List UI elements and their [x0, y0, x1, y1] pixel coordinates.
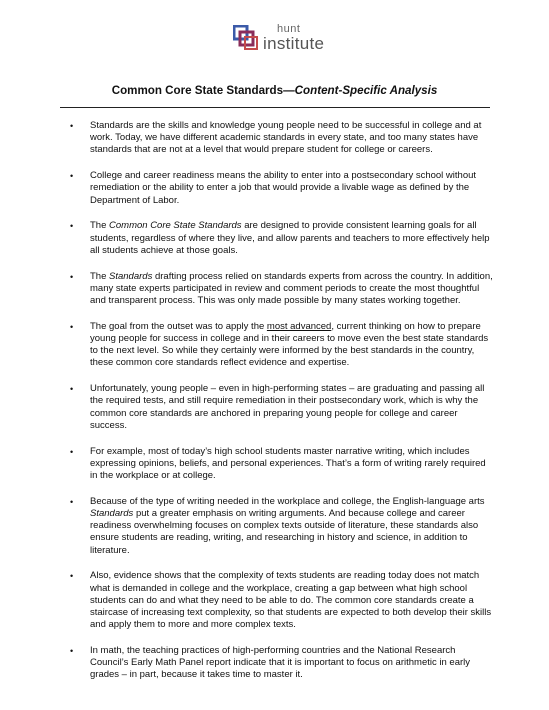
- text-run: Standards are the skills and knowledge young people need to be successful in college and at work. Today, we have different academic standards in every state, and too many states have standards that are not at a level that would prepare student for college or careers.: [90, 120, 482, 156]
- list-item-text: [90, 446, 494, 483]
- text-run: The: [90, 270, 110, 282]
- logo-word-hunt: hunt: [277, 23, 301, 35]
- italic-phrase: Standards: [90, 508, 134, 520]
- list-item: [70, 496, 494, 557]
- bullet-icon: •: [70, 221, 74, 232]
- list-item-text: [90, 220, 494, 257]
- bullet-icon: •: [70, 321, 74, 332]
- bullet-icon: •: [70, 384, 74, 395]
- hunt-institute-logo: [233, 24, 324, 52]
- list-item: [70, 321, 494, 370]
- bullet-icon: •: [70, 171, 74, 182]
- text-run: , current thinking on how to prepare young people for success in college and in their careers to move even the best state standards to the next level. So while they certainly were informed by the best standards in the country, these common core standards reflect evidence and expertise.: [90, 320, 489, 369]
- text-run: are designed to provide consistent learning goals for all students, regardless of where they live, and allow parents and teachers to more effectively help all students achieve at those goals.: [90, 220, 490, 256]
- bullet-icon: •: [70, 271, 74, 282]
- list-item-text: [90, 645, 494, 682]
- text-run: College and career readiness means the ability to enter into a postsecondary school without remediation or the ability to enter a job that would provide a livable wage as defined by the Department of Labor.: [90, 170, 477, 206]
- text-run: The: [90, 220, 110, 232]
- list-item-text: [90, 170, 494, 207]
- text-run: Unfortunately, young people – even in high-performing states – are graduating and passing all the required tests, and still require remediation in their postsecondary work, which is why the common core standards are anchored in preparing young people for college and career success.: [90, 383, 485, 431]
- title-subtitle: Content-Specific Analysis: [294, 84, 438, 97]
- list-item: [70, 271, 494, 308]
- list-item: [70, 645, 494, 682]
- list-item: [70, 170, 494, 207]
- bullet-icon: •: [70, 496, 74, 507]
- list-item-text: [90, 321, 494, 370]
- underlined-phrase: most advanced: [266, 320, 332, 332]
- text-run: In math, the teaching practices of high-performing countries and the National Research Council’s Early Math Panel report indicate that it is important to focus on arithmetic in early grades – in part, because it takes time to master it.: [90, 645, 470, 681]
- list-item: [70, 446, 494, 483]
- italic-phrase: Common Core State Standards: [109, 220, 242, 232]
- title-divider: [60, 107, 490, 108]
- list-item: [70, 570, 494, 631]
- list-item-text: [90, 383, 494, 432]
- logo-mark-icon: [233, 25, 259, 51]
- text-run: Also, evidence shows that the complexity of texts students are reading today does not match what is demanded in college and the workplace, creating a gap between what high school students can do and what they need to be able to do. The common core standards create a staircase of increasing text complexity, so that students are expected to both develop their skills and apply them to more and more complex texts.: [90, 570, 492, 631]
- bullet-icon: •: [70, 646, 74, 657]
- bullet-icon: •: [70, 121, 74, 131]
- bullet-icon: •: [70, 446, 74, 457]
- logo-word-institute: institute: [263, 34, 325, 53]
- list-item: [70, 383, 494, 432]
- list-item-text: [90, 570, 494, 631]
- text-run: For example, most of today’s high school students master narrative writing, which includes expressing opinions, beliefs, and personal experiences. That’s a form of writing rarely required in the workplace or at college.: [90, 445, 486, 482]
- title-main: Common Core State Standards—: [111, 84, 295, 97]
- text-run: drafting process relied on standards experts from across the country. In addition, many state experts participated in review and comment periods to create the most thoughtful and transparent process. This was only made possible by many states working together.: [90, 270, 493, 307]
- list-item-text: [90, 120, 494, 157]
- list-item-text: [90, 496, 494, 557]
- page-title: [0, 84, 549, 97]
- list-item: [70, 220, 494, 257]
- text-run: Because of the type of writing needed in the workplace and college, the English-language arts: [90, 495, 485, 507]
- bullet-icon: •: [70, 571, 74, 582]
- bullet-list: [70, 120, 494, 695]
- list-item: [70, 120, 494, 157]
- italic-phrase: Standards: [109, 270, 153, 282]
- text-run: put a greater emphasis on writing arguments. And because college and career readiness overwhelming focuses on complex texts outside of literature, these standards also ensure students are reading, writing, and researching in history and science, in addition to literature.: [90, 508, 479, 556]
- list-item-text: [90, 271, 494, 308]
- text-run: The goal from the outset was to apply the: [90, 320, 267, 332]
